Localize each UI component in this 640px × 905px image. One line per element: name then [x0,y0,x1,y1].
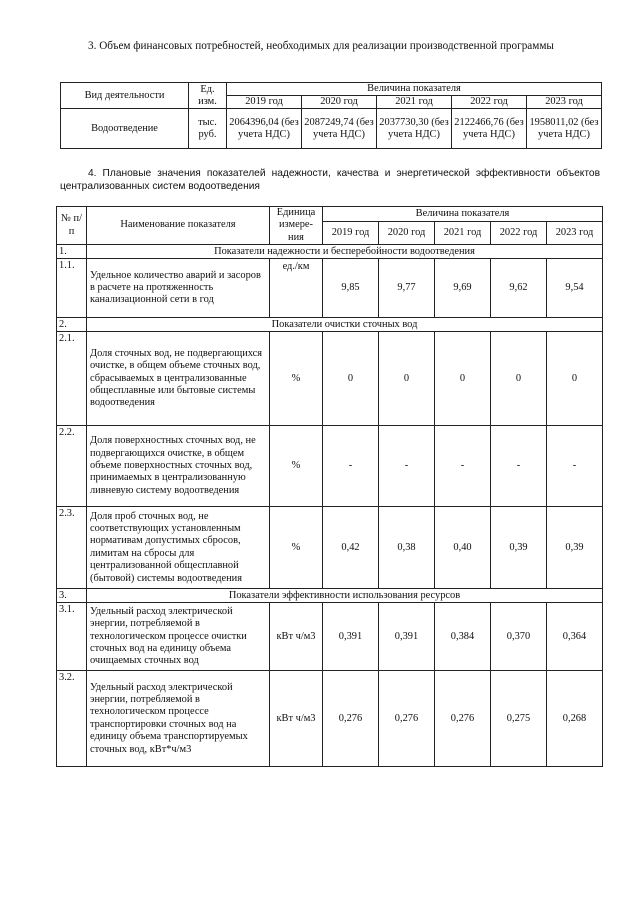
value-cell: 0 [547,332,603,426]
value-cell: 0,275 [491,671,547,767]
header-activity: Вид деятельности [61,83,189,109]
value-cell: 0 [323,332,379,426]
value-cell: 9,69 [435,259,491,318]
group-row [57,589,603,603]
indicator-name: Доля сточных вод, не подвергающихся очистке, в общем объеме сточных вод, сбрасываемых в централизованные общесплавные или бытовые системы водоотведения [87,332,270,426]
header-value: Величина показателя [227,83,602,96]
table-row [57,426,603,507]
header-year: 2021 год [435,222,491,245]
group-row [57,245,603,259]
value-cell: - [379,426,435,507]
group-num: 2. [57,318,87,332]
header-year: 2023 год [527,96,602,109]
row-num: 2.1. [57,332,87,426]
value-cell: - [435,426,491,507]
header-unit: Ед. изм. [189,83,227,109]
unit-cell: кВт ч/м3 [270,603,323,671]
header-year: 2022 год [452,96,527,109]
value-cell: 2064396,04 (без учета НДС) [227,109,302,149]
value-cell: 0,391 [379,603,435,671]
value-cell: 0,40 [435,507,491,589]
row-num: 2.3. [57,507,87,589]
indicator-name: Удельное количество аварий и засоров в расчете на протяженность канализационной сети в год [87,259,270,318]
value-cell: 0,38 [379,507,435,589]
unit-cell: % [270,507,323,589]
value-cell: 9,54 [547,259,603,318]
header-year: 2019 год [323,222,379,245]
row-num: 2.2. [57,426,87,507]
value-cell: 0 [491,332,547,426]
value-cell: 0,39 [491,507,547,589]
group-title: Показатели очистки сточных вод [87,318,603,332]
section-3-title: 3. Объем финансовых потребностей, необходимых для реализации производственной программы [88,40,554,52]
indicators-table [56,206,603,767]
value-cell: 0 [435,332,491,426]
value-cell: 0,276 [435,671,491,767]
section-4-title: 4. Плановые значения показателей надежности, качества и энергетической эффективности объектов централизованных систем водоотведения [60,168,600,192]
value-cell: 0,364 [547,603,603,671]
activity-cell: Водоотведение [61,109,189,149]
table-row [57,259,603,318]
header-year: 2020 год [379,222,435,245]
value-cell: - [491,426,547,507]
indicator-name: Удельный расход электрической энергии, потребляемой в технологическом процессе очистки сточных вод на единицу объема очищаемых сточных вод [87,603,270,671]
value-cell: 2037730,30 (без учета НДС) [377,109,452,149]
value-cell: 2087249,74 (без учета НДС) [302,109,377,149]
header-name: Наименование показателя [87,207,270,245]
group-title: Показатели надежности и бесперебойности водоотведения [87,245,603,259]
header-year: 2021 год [377,96,452,109]
value-cell: 0,42 [323,507,379,589]
group-num: 3. [57,589,87,603]
value-cell: 0,39 [547,507,603,589]
unit-cell: ед./км [270,259,323,318]
header-year: 2020 год [302,96,377,109]
header-year: 2019 год [227,96,302,109]
table-row [57,603,603,671]
value-cell: 0,268 [547,671,603,767]
value-cell: 0,370 [491,603,547,671]
value-cell: 0,276 [379,671,435,767]
header-year: 2022 год [491,222,547,245]
indicator-name: Удельный расход электрической энергии, потребляемой в технологическом процессе транспортировки сточных вод на единицу объема транспортируемых сточных вод, кВт*ч/м3 [87,671,270,767]
header-num: № п/п [57,207,87,245]
row-num: 1.1. [57,259,87,318]
value-cell: 1958011,02 (без учета НДС) [527,109,602,149]
value-cell: 0,384 [435,603,491,671]
header-value: Величина показателя [323,207,603,222]
group-title: Показатели эффективности использования ресурсов [87,589,603,603]
row-num: 3.2. [57,671,87,767]
value-cell: 0,391 [323,603,379,671]
unit-cell: кВт ч/м3 [270,671,323,767]
row-num: 3.1. [57,603,87,671]
value-cell: 0 [379,332,435,426]
table-row [57,332,603,426]
indicator-name: Доля проб сточных вод, не соответствующих установленным нормативам допустимых сбросов, лимитам на сбросы для централизованной общесплавной (бытовой) системы водоотведения [87,507,270,589]
value-cell: 9,85 [323,259,379,318]
indicator-name: Доля поверхностных сточных вод, не подвергающихся очистке, в общем объеме поверхностных сточных вод, принимаемых в централизованную ливневую систему водоотведения [87,426,270,507]
value-cell: - [323,426,379,507]
table-row [57,507,603,589]
unit-cell: % [270,426,323,507]
unit-cell: тыс. руб. [189,109,227,149]
value-cell: 0,276 [323,671,379,767]
table-row [57,671,603,767]
header-unit: Единица измере-ния [270,207,323,245]
value-cell: 9,77 [379,259,435,318]
value-cell: 2122466,76 (без учета НДС) [452,109,527,149]
value-cell: - [547,426,603,507]
table-row [61,109,602,149]
unit-cell: % [270,332,323,426]
group-row [57,318,603,332]
value-cell: 9,62 [491,259,547,318]
group-num: 1. [57,245,87,259]
header-year: 2023 год [547,222,603,245]
financial-needs-table [60,82,602,149]
